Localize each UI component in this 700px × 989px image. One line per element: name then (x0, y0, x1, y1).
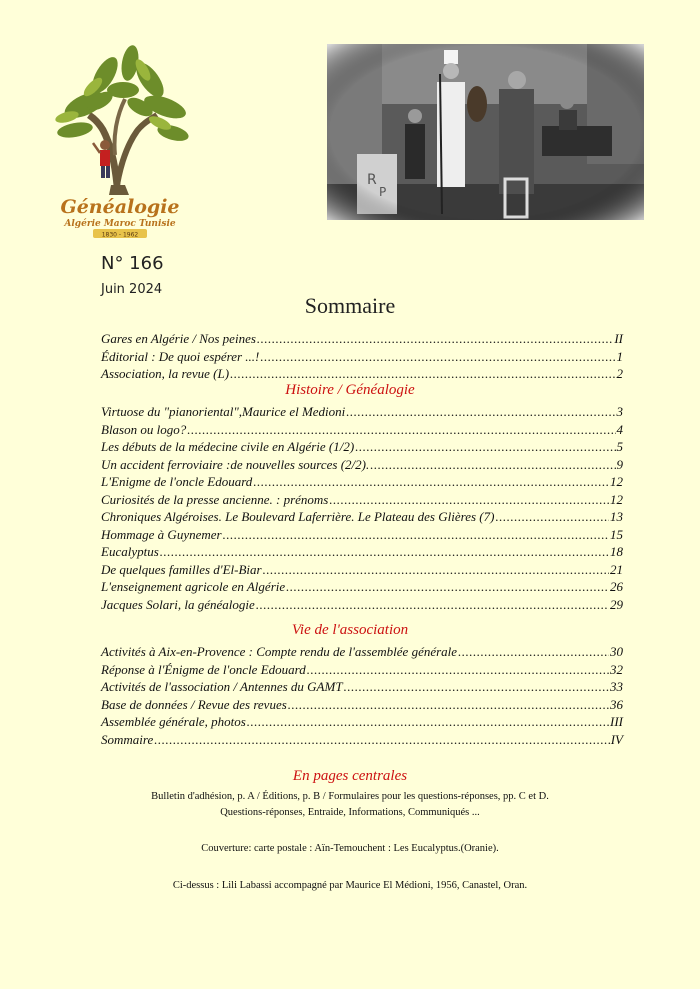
toc-entry (101, 365, 623, 383)
toc-entry-title: Gares en Algérie / Nos peines (101, 331, 256, 346)
toc-entry-page: 32 (610, 661, 623, 677)
toc-entry-page: 2 (616, 366, 623, 381)
toc-entry-page: 26 (610, 579, 623, 594)
toc-entry (101, 421, 623, 439)
photo-caption: Ci-dessus : Lili Labassi accompagné par Maurice El Médioni, 1956, Canastel, Oran. (172, 880, 528, 891)
logo-years: 1830 - 1962 (101, 231, 139, 239)
toc-entry (101, 578, 623, 596)
toc-entry-title: Virtuose du "pianoriental",Maurice el Medioni (101, 404, 346, 419)
toc-entry (101, 348, 623, 366)
section-heading-histoire: Histoire / Généalogie (285, 382, 415, 398)
page-title: Sommaire (304, 293, 396, 318)
toc-entry-page: 3 (616, 404, 623, 419)
toc-entry-page: 12 (610, 474, 623, 489)
toc-entry (101, 491, 623, 509)
centrales-line-2: Questions-réponses, Entraide, Informations, Communiqués ... (220, 807, 480, 818)
child-figure-icon (93, 140, 110, 178)
toc-entry (101, 473, 623, 491)
toc-entry-page: 5 (616, 439, 623, 454)
toc-entry-page: 18 (610, 544, 623, 559)
toc-entry-page: III (610, 714, 623, 729)
toc-entry (101, 543, 623, 561)
toc-entry (101, 661, 623, 679)
toc-entry (101, 561, 623, 579)
toc-entry-page: 12 (610, 491, 623, 507)
toc-entry-page: 33 (610, 679, 623, 694)
toc-entry-title: Chroniques Algéroises. Le Boulevard Laferrière. Le Plateau des Glières (7) (101, 509, 495, 524)
toc-entry-title: Éditorial : De quoi espérer ...! (101, 348, 260, 364)
genealogie-logo (45, 35, 195, 240)
section-heading-vie: Vie de l'association (291, 622, 409, 638)
toc-entry (101, 713, 623, 731)
logo-title: Généalogie (60, 196, 180, 218)
toc-entry (101, 330, 623, 348)
toc-entry-title: Assemblée générale, photos (101, 714, 246, 729)
toc-entry (101, 596, 623, 614)
toc-entry-title: Réponse à l'Énigme de l'oncle Edouard (101, 661, 306, 677)
toc-entry-page: 13 (610, 509, 623, 524)
toc-entry-title: De quelques familles d'El-Biar (101, 561, 262, 577)
centrales-line-1: Bulletin d'adhésion, p. A / Éditions, p. B / Formulaires pour les questions-réponses, pp. C et D. (151, 791, 549, 802)
toc-entry (101, 678, 623, 696)
toc-intro (101, 330, 623, 383)
toc-entry (101, 508, 623, 526)
olive-tree-icon (54, 44, 190, 195)
toc-entry-title: Activités de l'association / Antennes du GAMT (101, 679, 343, 694)
toc-entry (101, 696, 623, 714)
toc-entry-title: Un accident ferroviaire :de nouvelles sources (2/2). (101, 456, 370, 472)
toc-entry-title: Jacques Solari, la généalogie (101, 596, 255, 612)
issue-date: Juin 2024 (101, 282, 163, 297)
toc-entry-page: 9 (616, 456, 623, 472)
toc-entry-page: 4 (616, 421, 623, 437)
toc-entry (101, 438, 623, 456)
cover-photo (327, 44, 644, 220)
toc-entry-page: 29 (610, 596, 623, 612)
toc-entry (101, 643, 623, 661)
issue-number: N° 166 (101, 253, 164, 274)
toc-entry-page: 36 (610, 696, 623, 712)
toc-entry (101, 731, 623, 749)
toc-entry-page: 30 (610, 644, 623, 659)
toc-entry (101, 526, 623, 544)
toc-entry-page: 15 (610, 526, 623, 542)
toc-entry-title: Base de données / Revue des revues (101, 696, 287, 712)
toc-entry-title: Les débuts de la médecine civile en Algérie (1/2) (101, 439, 355, 454)
toc-entry-page: 1 (616, 348, 623, 364)
logo-subtitle: Algérie Maroc Tunisie (64, 219, 176, 229)
toc-entry (101, 403, 623, 421)
toc-entry-page: IV (610, 731, 623, 747)
toc-histoire (101, 403, 623, 613)
toc-vie (101, 643, 623, 748)
section-heading-centrales: En pages centrales (292, 768, 408, 784)
toc-entry-title: L'Enigme de l'oncle Edouard (101, 474, 253, 489)
toc-entry-title: Activités à Aix-en-Provence : Compte rendu de l'assemblée générale (101, 644, 458, 659)
toc-entry-title: Hommage à Guynemer (101, 526, 222, 542)
toc-entry-page: 21 (610, 561, 623, 577)
toc-entry-title: Curiosités de la presse ancienne. : prénoms (101, 491, 329, 507)
toc-entry-title: Blason ou logo? (101, 421, 187, 437)
toc-entry-page: II (614, 331, 623, 346)
toc-entry (101, 456, 623, 474)
cover-note: Couverture: carte postale : Aïn-Temouchent : Les Eucalyptus.(Oranie). (201, 843, 499, 854)
toc-entry-title: L'enseignement agricole en Algérie (101, 579, 286, 594)
toc-entry-title: Association, la revue (L) (101, 366, 230, 381)
toc-entry-title: Sommaire (101, 731, 154, 747)
toc-entry-title: Eucalyptus (101, 544, 159, 559)
